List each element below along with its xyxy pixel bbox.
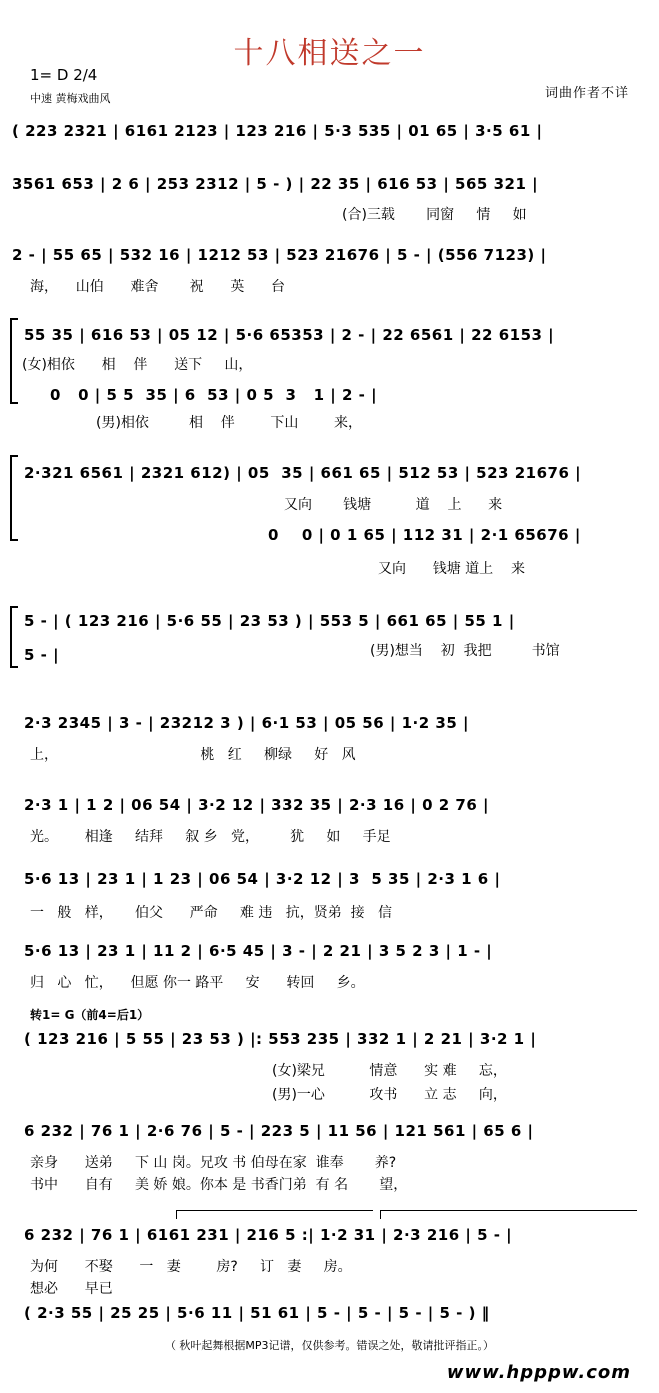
lyric-line: 想必 早已 [30,1281,113,1297]
lyric-line: 海， 山伯 难舍 祝 英 台 [30,279,286,295]
duet-brace [10,318,18,404]
song-title: 十八相送之一 [233,36,426,71]
lyric-line: (男)一心 攻书 立 志 向， [272,1087,507,1103]
site-watermark: www.hpppw.com [446,1362,631,1383]
lyric-line: 一 般 样， 伯父 严命 难 违 抗，贤弟 接 信 [30,905,392,921]
lyric-line: (女)相依 相 伴 送下 山， [22,357,253,373]
score-line: 5·6 13 | 23 1 | 1 23 | 06 54 | 3·2 12 | 3 5 35 | 2·3 1 6 | [24,870,501,888]
score-line: ( 223 2321 | 6161 2123 | 123 216 | 5·3 535 | 01 65 | 3·5 61 | [12,122,543,140]
key-signature: 1= D 2/4 [30,66,98,84]
transpose-marking: 转1= G（前4=后1） [30,1008,150,1022]
lyric-line: (合)三载 同窗 情 如 [342,207,527,223]
score-line: 2·3 2345 | 3 - | 23212 3 ) | 6·1 53 | 05 56 | 1·2 35 | [24,714,469,732]
score-line: 5 - | [24,646,60,664]
lyric-line: 亲身 送弟 下 山 岗。兄攻 书 伯母在家 谁奉 养? [30,1155,397,1171]
score-line: 5·6 13 | 23 1 | 11 2 | 6·5 45 | 3 - | 2 21 | 3 5 2 3 | 1 - | [24,942,493,960]
lyric-line: 为何 不娶 一 妻 房? 订 妻 房。 [30,1259,352,1275]
tempo-marking: 中速 黄梅戏曲风 [30,92,111,105]
duet-brace [10,606,18,668]
lyric-line: 又向 钱塘 道 上 来 [284,497,503,513]
footnote: （ 秋叶起舞根据MP3记谱，仅供参考。错误之处，敬请批评指正。） [164,1339,495,1352]
credit: 词曲作者不详 [544,86,629,101]
score-line: 6 232 | 76 1 | 6161 231 | 216 5 :| 1·2 31 | 2·3 216 | 5 - | [24,1226,513,1244]
score-line: 55 35 | 616 53 | 05 12 | 5·6 65353 | 2 - | 22 6561 | 22 6153 | [24,326,555,344]
volta-2 [380,1210,637,1219]
score-line: 2 - | 55 65 | 532 16 | 1212 53 | 523 21676 | 5 - | (556 7123) | [12,246,547,264]
lyric-line: 又向 钱塘 道上 来 [378,561,525,577]
lyric-line: 上， 桃 红 柳绿 好 风 [30,747,356,763]
lyric-line: (男)相依 相 伴 下山 来， [96,415,362,431]
lyric-line: (女)梁兄 情意 实 难 忘， [272,1063,507,1079]
lyric-line: 光。 相逢 结拜 叙 乡 党， 犹 如 手足 [30,829,391,845]
volta-1 [176,1210,373,1219]
duet-brace [10,455,18,541]
score-line: 0 0 | 0 1 65 | 112 31 | 2·1 65676 | [268,526,581,544]
score-line: ( 123 216 | 5 55 | 23 53 ) |: 553 235 | 332 1 | 2 21 | 3·2 1 | [24,1030,537,1048]
score-line: 2·321 6561 | 2321 612) | 05 35 | 661 65 | 512 53 | 523 21676 | [24,464,582,482]
score-line: 6 232 | 76 1 | 2·6 76 | 5 - | 223 5 | 11 56 | 121 561 | 65 6 | [24,1122,534,1140]
score-line: ( 2·3 55 | 25 25 | 5·6 11 | 51 61 | 5 - | 5 - | 5 - | 5 - ) ‖ [24,1304,490,1322]
lyric-line: 书中 自有 美 娇 娘。你本 是 书香门弟 有 名 望， [30,1177,408,1193]
score-line: 2·3 1 | 1 2 | 06 54 | 3·2 12 | 332 35 | 2·3 16 | 0 2 76 | [24,796,489,814]
score-line: 5 - | ( 123 216 | 5·6 55 | 23 53 ) | 553 5 | 661 65 | 55 1 | [24,612,515,630]
lyric-line: 归 心 忙， 但愿 你一 路平 安 转回 乡。 [30,975,365,991]
score-line: 0 0 | 5 5 35 | 6 53 | 0 5 3 1 | 2 - | [50,386,378,404]
score-line: 3561 653 | 2 6 | 253 2312 | 5 - ) | 22 35 | 616 53 | 565 321 | [12,175,539,193]
lyric-line: (男)想当 初 我把 书馆 [370,643,560,659]
